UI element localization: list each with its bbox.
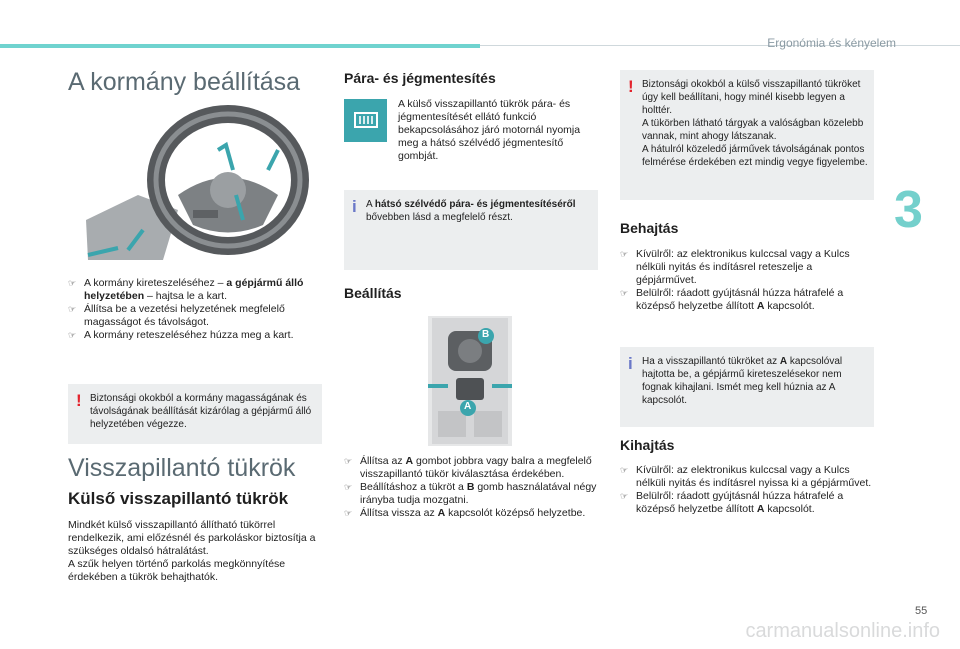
list-item: ☞ Állítsa vissza az A kapcsolót középső helyzetbe. [344,507,598,520]
steering-wheel-figure [68,100,322,264]
fold-title: Behajtás [620,220,679,236]
chapter-number: 3 [894,181,923,239]
label-b: B [482,329,490,340]
list-item: ☞ Állítsa az A gombot jobbra vagy balra a megfelelő visszapillantó tükör kiválasztása érdekében. [344,455,598,481]
defrost-title: Pára- és jégmentesítés [344,70,496,86]
info-icon: i [628,354,633,373]
header-accent-bar [0,44,480,48]
fold-info: i Ha a visszapillantó tükröket az A kapcsolóval hajtotta be, a gépjármű kireteszelésekor nem fognak kihajlani. Ismét meg kell húznia az A kapcsolót. [620,347,874,427]
adjust-bullets [344,455,598,520]
defrost-info: i A hátsó szélvédő pára- és jégmentesítéséről bővebben lásd a megfelelő részt. [344,190,598,270]
list-item: ☞ Beállításhoz a tükröt a B gomb használatával négy irányba tudja mozgatni. [344,481,598,507]
fold-bullets [620,248,874,313]
section-title: Ergonómia és kényelem [767,36,896,50]
info-icon: i [352,197,357,216]
page-number: 55 [915,605,928,617]
adjust-title: Beállítás [344,285,402,301]
warning-icon: ! [76,391,82,410]
list-item: ☞ Belülről: ráadott gyújtásnál húzza hátrafelé a középső helyzetbe állított A kapcsolót. [620,490,874,516]
warning-icon: ! [628,77,634,96]
list-item: ☞ A kormány kireteszeléséhez – a gépjármű álló helyzetében – hajtsa le a kart. [68,277,322,303]
exterior-mirrors-text: Mindkét külső visszapillantó állítható tükörrel rendelkezik, ami előzésnél és parkoláskor biztosítja a szükséges oldalsó hátralátást. A szűk helyen történő parkolás megkönnyítése érdekében a tükrök behajthatók. [68,519,316,583]
label-a: A [464,401,472,412]
steering-bullets [68,277,322,342]
defrost-icon [344,99,387,142]
watermark: carmanualsonline.info [745,620,940,642]
list-item: ☞ Kívülről: az elektronikus kulccsal vagy a Kulcs nélküli nyitás és indításrel nyissa ki a gépjárművet. [620,464,874,490]
mirror-warning: ! Biztonsági okokból a külső visszapillantó tükröket úgy kell beállítani, hogy minél kisebb legyen a holttér. A tükörben látható tárgyak a valóságban közelebb vannak, mint ahogy látszanak. A hátulról közeledő járművek távolságának pontos felmérése érdekében ezt mindig vegye figyelembe. [620,70,874,200]
list-item: ☞ Kívülről: az elektronikus kulccsal vagy a Kulcs nélküli nyitás és indításrel reteszelje a gépjárművet. [620,248,874,287]
list-item: ☞ Állítsa be a vezetési helyzetének megfelelő magasságot és távolságot. [68,303,322,329]
exterior-mirrors-subtitle: Külső visszapillantó tükrök [68,489,289,508]
list-item: ☞ Belülről: ráadott gyújtásnál húzza hátrafelé a középső helyzetbe állított A kapcsolót. [620,287,874,313]
defrost-text: A külső visszapillantó tükrök pára- és jégmentesítését ellátó funkció bekapcsolásához járó motornál nyomja meg a hátsó szélvédő jégmentesítő gombját. [398,98,581,162]
unfold-bullets [620,464,874,516]
steering-title: A kormány beállítása [68,68,301,96]
unfold-title: Kihajtás [620,437,675,453]
mirror-control-figure [428,316,512,446]
steering-warning: ! Biztonsági okokból a kormány magasságának és távolságának beállítását kizárólag a gépjármű álló helyzetében végezze. [68,384,322,444]
mirrors-title: Visszapillantó tükrök [68,454,296,482]
list-item: ☞ A kormány reteszeléséhez húzza meg a kart. [68,329,322,342]
